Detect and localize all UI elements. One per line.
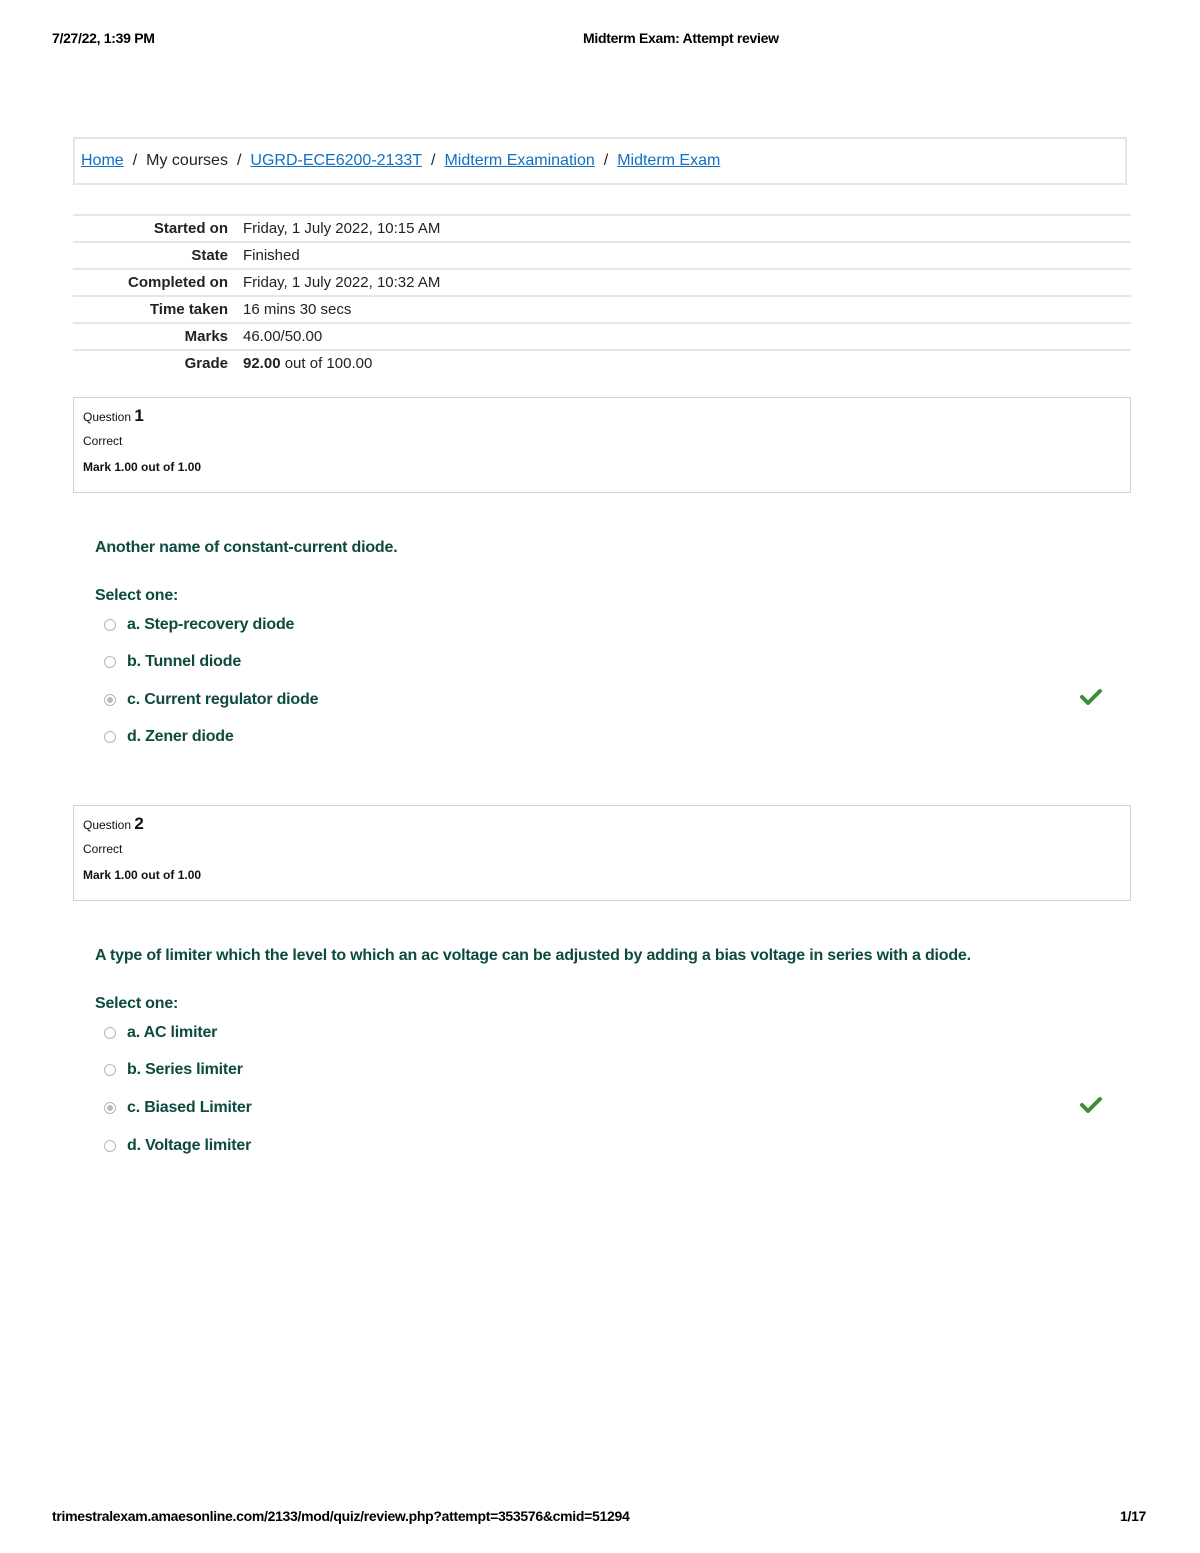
summary-row-grade bbox=[73, 350, 1131, 376]
option-label: b. Tunnel diode bbox=[127, 653, 242, 670]
print-title: Midterm Exam: Attempt review bbox=[583, 30, 779, 46]
question-2-option-a[interactable] bbox=[104, 1022, 217, 1044]
breadcrumb-separator: / bbox=[236, 152, 242, 169]
radio-button-selected[interactable] bbox=[104, 1102, 116, 1114]
question-2-option-c[interactable] bbox=[104, 1097, 252, 1119]
summary-row-marks bbox=[73, 323, 1131, 350]
print-datetime: 7/27/22, 1:39 PM bbox=[52, 30, 155, 46]
radio-button[interactable] bbox=[104, 731, 116, 743]
breadcrumb-separator: / bbox=[603, 152, 609, 169]
option-label: d. Voltage limiter bbox=[127, 1137, 252, 1154]
radio-button[interactable] bbox=[104, 1064, 116, 1076]
option-label: a. Step-recovery diode bbox=[127, 616, 295, 633]
question-number-value: 2 bbox=[134, 814, 144, 833]
summary-value: Friday, 1 July 2022, 10:32 AM bbox=[243, 269, 1131, 296]
breadcrumb-quiz-link[interactable]: Midterm Exam bbox=[617, 152, 721, 169]
option-label: a. AC limiter bbox=[127, 1024, 218, 1041]
question-1-option-d[interactable] bbox=[104, 726, 234, 748]
summary-row-started bbox=[73, 215, 1131, 242]
question-1-option-c[interactable] bbox=[104, 689, 318, 711]
question-1-option-b[interactable] bbox=[104, 651, 241, 673]
summary-value bbox=[243, 350, 1131, 376]
breadcrumb bbox=[73, 137, 1127, 185]
radio-button[interactable] bbox=[104, 619, 116, 631]
question-label: Question bbox=[83, 818, 132, 832]
correct-check-icon bbox=[1080, 1096, 1102, 1114]
option-label: d. Zener diode bbox=[127, 728, 234, 745]
radio-button[interactable] bbox=[104, 1027, 116, 1039]
radio-button-selected[interactable] bbox=[104, 694, 116, 706]
radio-button[interactable] bbox=[104, 656, 116, 668]
summary-label: Started on bbox=[73, 215, 243, 242]
summary-label: State bbox=[73, 242, 243, 269]
summary-label: Grade bbox=[73, 350, 243, 376]
question-1-text: Another name of constant-current diode. bbox=[95, 539, 398, 556]
summary-value: 16 mins 30 secs bbox=[243, 296, 1131, 323]
question-status: Correct bbox=[83, 434, 123, 448]
summary-row-time-taken bbox=[73, 296, 1131, 323]
breadcrumb-home-link[interactable]: Home bbox=[81, 152, 124, 169]
radio-button[interactable] bbox=[104, 1140, 116, 1152]
question-2-option-d[interactable] bbox=[104, 1135, 251, 1157]
summary-value: Friday, 1 July 2022, 10:15 AM bbox=[243, 215, 1131, 242]
summary-row-completed bbox=[73, 269, 1131, 296]
summary-label: Marks bbox=[73, 323, 243, 350]
breadcrumb-course-link[interactable]: UGRD-ECE6200-2133T bbox=[250, 152, 423, 169]
breadcrumb-section-link[interactable]: Midterm Examination bbox=[444, 152, 595, 169]
option-label: c. Current regulator diode bbox=[127, 691, 319, 708]
question-2-info bbox=[73, 805, 1131, 901]
summary-value: Finished bbox=[243, 242, 1131, 269]
question-mark: Mark 1.00 out of 1.00 bbox=[83, 868, 202, 882]
grade-value: 92.00 bbox=[243, 355, 281, 372]
question-2-text: A type of limiter which the level to which an ac voltage can be adjusted by adding a bias voltage in series with a diode. bbox=[95, 947, 971, 964]
breadcrumb-my-courses: My courses bbox=[146, 152, 228, 169]
summary-value: 46.00/50.00 bbox=[243, 323, 1131, 350]
summary-label: Completed on bbox=[73, 269, 243, 296]
question-number bbox=[83, 406, 1130, 426]
question-1-info bbox=[73, 397, 1131, 493]
attempt-summary-table bbox=[73, 214, 1131, 376]
grade-suffix: out of 100.00 bbox=[280, 355, 373, 372]
question-label: Question bbox=[83, 410, 132, 424]
option-label: b. Series limiter bbox=[127, 1061, 243, 1078]
summary-row-state bbox=[73, 242, 1131, 269]
print-url: trimestralexam.amaesonline.com/2133/mod/quiz/review.php?attempt=353576&cmid=51294 bbox=[52, 1508, 630, 1524]
question-1-option-a[interactable] bbox=[104, 614, 294, 636]
correct-check-icon bbox=[1080, 688, 1102, 706]
question-1-prompt: Select one: bbox=[95, 587, 179, 604]
question-number-value: 1 bbox=[134, 406, 144, 425]
print-page-number: 1/17 bbox=[1120, 1508, 1147, 1524]
question-mark: Mark 1.00 out of 1.00 bbox=[83, 460, 202, 474]
breadcrumb-separator: / bbox=[431, 152, 436, 169]
question-2-prompt: Select one: bbox=[95, 995, 179, 1012]
question-2-option-b[interactable] bbox=[104, 1059, 243, 1081]
option-label: c. Biased Limiter bbox=[127, 1099, 252, 1116]
question-status: Correct bbox=[83, 842, 123, 856]
summary-label: Time taken bbox=[73, 296, 243, 323]
question-number bbox=[83, 814, 1130, 834]
breadcrumb-separator: / bbox=[132, 152, 138, 169]
